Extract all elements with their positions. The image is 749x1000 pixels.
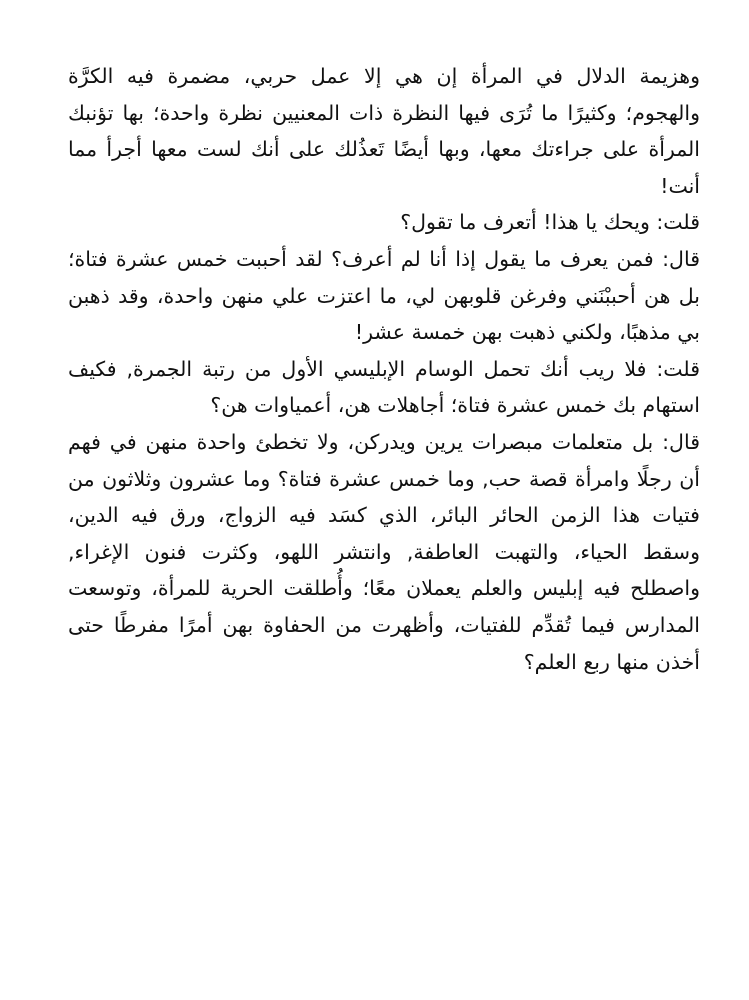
paragraph-5: قال: بل متعلمات مبصرات يرين ويدركن، ولا تخطئ واحدة منهن في فهم أن رجلًا وامرأة قصة حب, وما خمس عشرة فتاة؟ وما عشرون وثلاثون من فتيات هذا الزمن الحائر البائر، الذي كسَد فيه الزواج، ورق فيه الدين، وسقط الحياء، والتهبت العاطفة, وانتشر اللهو، وكثرت فنون الإغراء, واصطلح فيه إبليس والعلم يعملان معًا؛ وأُطلقت الحرية للمرأة، وتوسعت المدارس فيما تُقدِّم للفتيات، وأظهرت من الحفاوة بهن أمرًا مفرطًا حتى أخذن منها ربع العلم؟ [68,429,700,674]
paragraph-4: قلت: فلا ريب أنك تحمل الوسام الإبليسي الأول من رتبة الجمرة, فكيف استهام بك خمس عشرة فتاة؛ أجاهلات هن، أعمياوات هن؟ [68,356,700,418]
document-page [68,58,700,680]
paragraph-3: قال: فمن يعرف ما يقول إذا أنا لم أعرف؟ لقد أحببت خمس عشرة فتاة؛ بل هن أحببْنَني وفرغن قلوبهن لي، ما اعتزت علي منهن واحدة، وقد ذهبن بي مذهبًا، ولكني ذهبت بهن خمسة عشر! [68,246,700,345]
paragraph-1: وهزيمة الدلال في المرأة إن هي إلا عمل حربي، مضمرة فيه الكرَّة والهجوم؛ وكثيرًا ما تُرَى فيها النظرة ذات المعنيين نظرة واحدة؛ بها تؤنبك المرأة على جراءتك معها، وبها أيضًا تَعذُلك على أنك لست معها أجرأ مما أنت! [68,64,700,198]
paragraph-2: قلت: ويحك يا هذا! أتعرف ما تقول؟ [400,210,700,235]
